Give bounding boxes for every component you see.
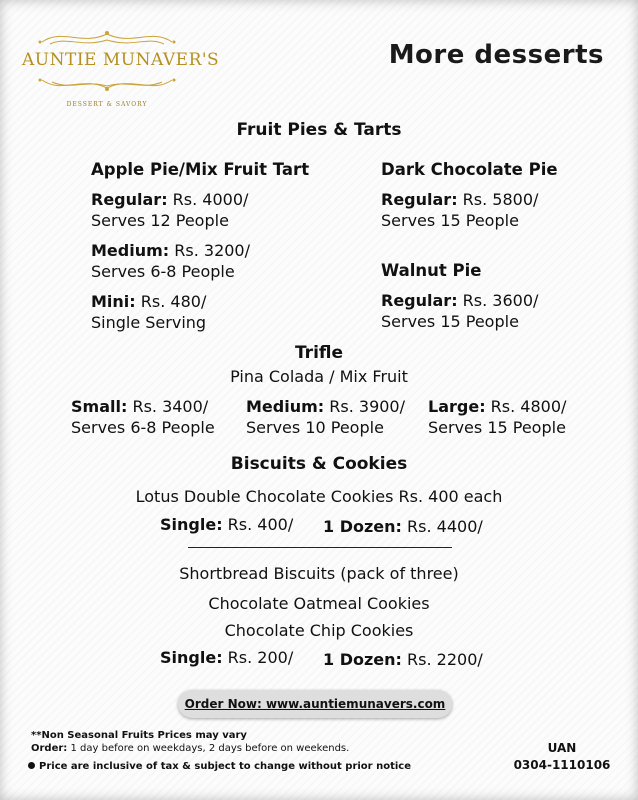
trifle-small-price: Small: Rs. 3400/ — [71, 397, 209, 416]
biscuits-heading: Biscuits & Cookies — [230, 454, 408, 474]
trifle-heading: Trifle — [294, 343, 344, 363]
apple-medium-price: Medium: Rs. 3200/ — [91, 241, 250, 260]
walnut-regular-serves: Serves 15 People — [381, 312, 519, 331]
trifle-medium-serves: Serves 10 People — [246, 418, 384, 437]
brand-logo — [22, 24, 220, 116]
lotus-single-price: Single: Rs. 400/ — [160, 515, 294, 534]
dark-chocolate-pie-title: Dark Chocolate Pie — [381, 160, 558, 179]
trifle-large-serves: Serves 15 People — [428, 418, 566, 437]
apple-mini-price: Mini: Rs. 480/ — [91, 292, 207, 311]
uan-label: UAN — [547, 741, 577, 755]
walnut-regular-price: Regular: Rs. 3600/ — [381, 291, 539, 310]
chocolate-chip-cookies: Chocolate Chip Cookies — [224, 621, 414, 640]
chocolate-oatmeal-cookies: Chocolate Oatmeal Cookies — [208, 594, 430, 613]
lotus-cookies: Lotus Double Chocolate Cookies Rs. 400 each — [135, 487, 503, 506]
walnut-pie-title: Walnut Pie — [381, 261, 482, 280]
lotus-dozen-price: 1 Dozen: Rs. 4400/ — [323, 517, 483, 536]
apple-pie-title: Apple Pie/Mix Fruit Tart — [91, 160, 310, 179]
trifle-flavors: Pina Colada / Mix Fruit — [230, 367, 408, 386]
fruit-pies-heading: Fruit Pies & Tarts — [236, 120, 402, 140]
trifle-large-price: Large: Rs. 4800/ — [428, 397, 567, 416]
seasonal-price-note: **Non Seasonal Fruits Prices may vary — [31, 730, 247, 741]
dark-chocolate-regular-price: Regular: Rs. 5800/ — [381, 190, 539, 209]
divider — [188, 547, 452, 548]
brand-tagline: DESSERT & SAVORY — [66, 101, 148, 108]
shortbread-biscuits: Shortbread Biscuits (pack of three) — [179, 564, 459, 583]
page-title: More desserts — [388, 40, 604, 70]
apple-mini-serves: Single Serving — [91, 313, 207, 332]
apple-regular-price: Regular: Rs. 4000/ — [91, 190, 249, 209]
cookies-dozen-price: 1 Dozen: Rs. 2200/ — [323, 650, 483, 669]
order-timing-note: Order: 1 day before on weekdays, 2 days before on weekends. — [31, 743, 350, 754]
uan-number[interactable]: 0304-1110106 — [513, 758, 611, 772]
trifle-medium-price: Medium: Rs. 3900/ — [246, 397, 405, 416]
tax-note: Price are inclusive of tax & subject to change without prior notice — [28, 761, 411, 772]
apple-regular-serves: Serves 12 People — [91, 211, 229, 230]
trifle-small-serves: Serves 6-8 People — [71, 418, 215, 437]
bullet-icon — [28, 762, 35, 769]
order-now-link[interactable]: Order Now: www.auntiemunavers.com — [178, 690, 452, 718]
brand-name: AUNTIE MUNAVER'S — [22, 50, 220, 70]
apple-medium-serves: Serves 6-8 People — [91, 262, 235, 281]
dark-chocolate-regular-serves: Serves 15 People — [381, 211, 519, 230]
cookies-single-price: Single: Rs. 200/ — [160, 648, 294, 667]
